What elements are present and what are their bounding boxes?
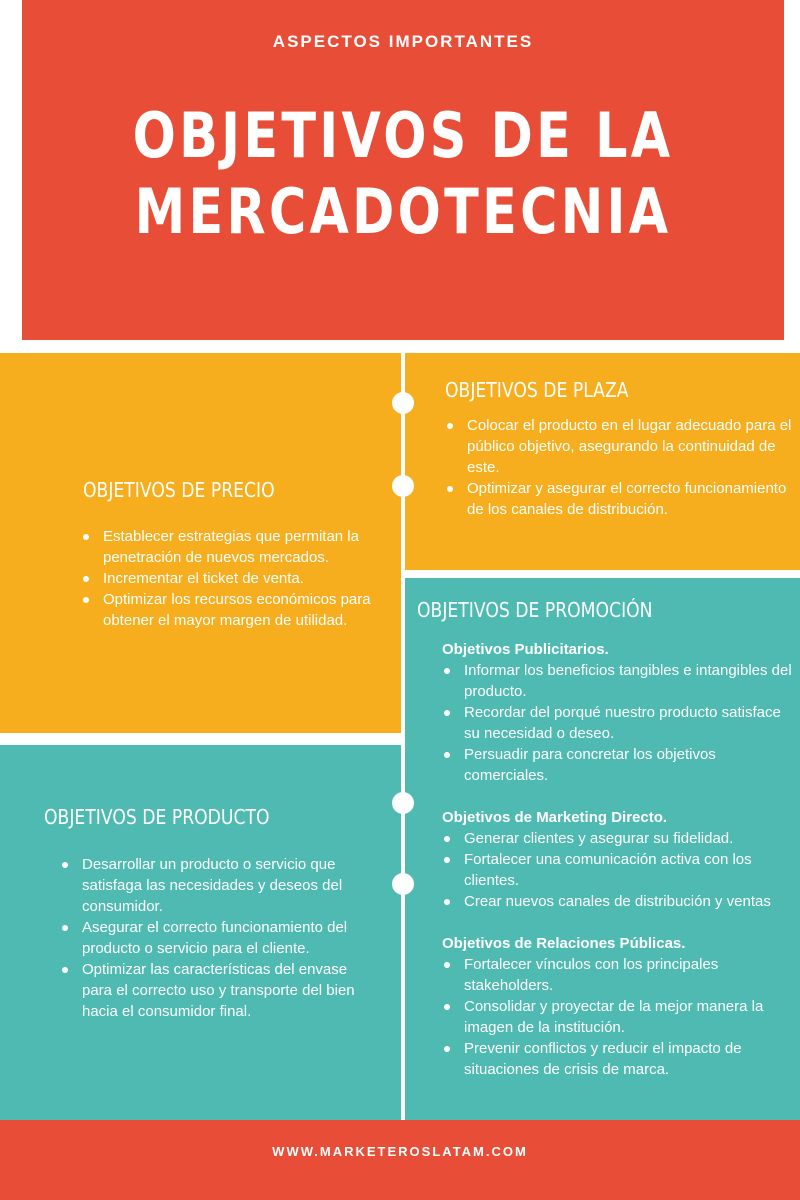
- promocion-content: [442, 639, 794, 1080]
- timeline-dot: [392, 792, 414, 814]
- precio-list: [81, 526, 371, 631]
- list-item: Crear nuevos canales de distribución y ventas: [442, 891, 794, 912]
- list-item: Fortalecer una comunicación activa con los clientes.: [442, 849, 794, 891]
- list-item: Informar los beneficios tangibles e intangibles del producto.: [442, 660, 794, 702]
- list-item: Prevenir conflictos y reducir el impacto de situaciones de crisis de marca.: [442, 1038, 794, 1080]
- plaza-panel: [405, 353, 800, 570]
- title-line-2: MERCADOTECNIA: [134, 175, 672, 248]
- timeline-dot: [392, 392, 414, 414]
- list-item: Optimizar y asegurar el correcto funcionamiento de los canales de distribución.: [445, 478, 795, 520]
- promocion-list-relaciones-publicas: [442, 954, 794, 1080]
- list-item: Persuadir para concretar los objetivos comerciales.: [442, 744, 794, 786]
- list-item: Establecer estrategias que permitan la penetración de nuevos mercados.: [81, 526, 371, 568]
- list-item: Optimizar las características del envase para el correcto uso y transporte del bien hacia el consumidor final.: [60, 959, 372, 1022]
- timeline-dot: [392, 475, 414, 497]
- promocion-panel: [405, 578, 800, 1120]
- timeline-divider: [401, 353, 405, 1120]
- list-item: Incrementar el ticket de venta.: [81, 568, 371, 589]
- promocion-title: OBJETIVOS DE PROMOCIÓN: [417, 598, 653, 622]
- list-item: Asegurar el correcto funcionamiento del producto o servicio para el cliente.: [60, 917, 372, 959]
- precio-panel: [0, 353, 402, 733]
- list-item: Colocar el producto en el lugar adecuado para el público objetivo, asegurando la continuidad de este.: [445, 415, 795, 478]
- promocion-list-marketing-directo: [442, 828, 794, 912]
- list-item: Desarrollar un producto o servicio que satisfaga las necesidades y deseos del consumidor.: [60, 854, 372, 917]
- title-line-1: OBJETIVOS DE LA: [132, 99, 674, 172]
- header-banner: [22, 0, 784, 340]
- precio-title: OBJETIVOS DE PRECIO: [83, 478, 275, 502]
- promocion-subheading: Objetivos Publicitarios.: [442, 641, 609, 658]
- header-kicker: ASPECTOS IMPORTANTES: [272, 32, 534, 51]
- plaza-list: [445, 415, 795, 520]
- footer-banner: [0, 1120, 800, 1200]
- producto-list: [60, 854, 372, 1022]
- promocion-subheading: Objetivos de Marketing Directo.: [442, 809, 668, 826]
- list-item: Generar clientes y asegurar su fidelidad.: [442, 828, 794, 849]
- list-item: Fortalecer vínculos con los principales stakeholders.: [442, 954, 794, 996]
- timeline-dot: [392, 873, 414, 895]
- list-item: Consolidar y proyectar de la mejor manera la imagen de la institución.: [442, 996, 794, 1038]
- producto-panel: [0, 745, 402, 1120]
- list-item: Recordar del porqué nuestro producto satisface su necesidad o deseo.: [442, 702, 794, 744]
- page-title: [91, 98, 716, 250]
- promocion-list-publicitarios: [442, 660, 794, 786]
- list-item: Optimizar los recursos económicos para obtener el mayor margen de utilidad.: [81, 589, 371, 631]
- producto-title: OBJETIVOS DE PRODUCTO: [44, 805, 270, 829]
- promocion-subheading: Objetivos de Relaciones Públicas.: [442, 935, 686, 952]
- footer-url[interactable]: WWW.MARKETEROSLATAM.COM: [272, 1144, 528, 1159]
- plaza-title: OBJETIVOS DE PLAZA: [445, 378, 629, 402]
